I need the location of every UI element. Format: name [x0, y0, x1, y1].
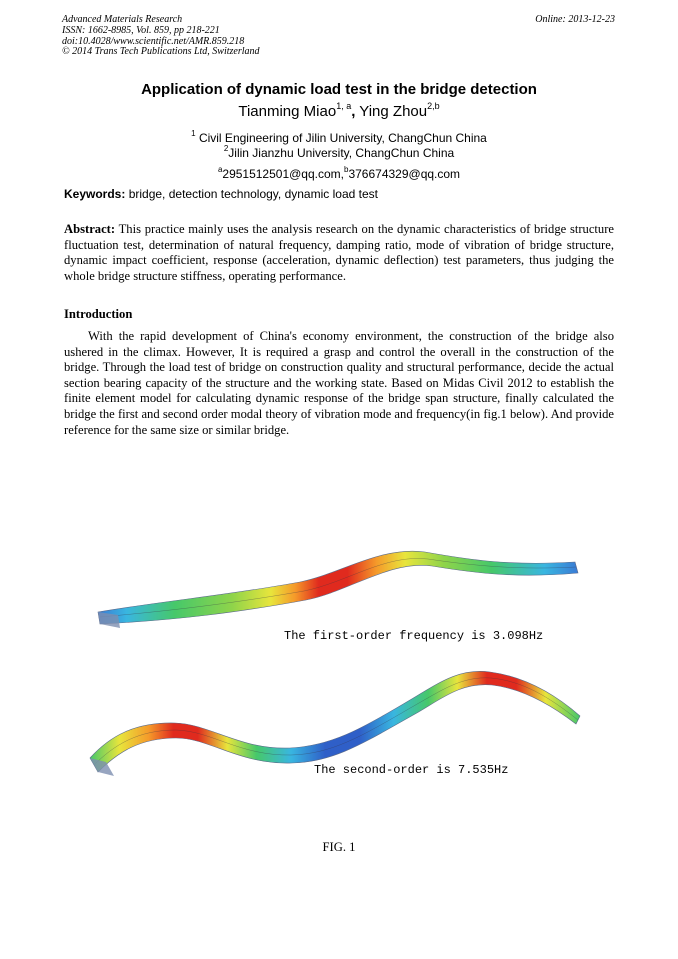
keywords-text: bridge, detection technology, dynamic load test	[128, 187, 378, 201]
first-order-mode-shape	[98, 551, 578, 628]
email-mark: b	[344, 165, 349, 174]
author-separator: ,	[351, 103, 356, 120]
paper-title: Application of dynamic load test in the bridge detection	[141, 81, 537, 98]
copyright-line: © 2014 Trans Tech Publications Ltd, Switzerland	[62, 46, 260, 58]
author-line	[0, 103, 678, 120]
second-order-mode-shape	[90, 671, 580, 776]
abstract	[64, 222, 614, 284]
issn-line: ISSN: 1662-8985, Vol. 859, pp 218-221	[62, 24, 220, 36]
email-address: 376674329@qq.com	[348, 167, 461, 181]
keywords	[64, 187, 378, 201]
journal-name: Advanced Materials Research	[62, 14, 183, 25]
abstract-text: This practice mainly uses the analysis research on the dynamic characteristics of bridge structure fluctuation test, determination of natural frequency, damping ratio, mode of vibration of bridge structure, dynamic impact coefficient, response (acceleration, dynamic deflection) test parameters, thus judging the whole bridge structure stiffness, operating performance.	[64, 222, 615, 283]
intro-paragraph: With the rapid development of China's economy environment, the construction of the bridge also ushered in the climax. However, It is required a grasp and control the overall in the construction of the bridge. Through the load test of bridge on construction quality and structural performance, decide the actual section bearing capacity of the structure and the working state. Based on Midas Civil 2012 to establish the finite element model for calculating dynamic response of the bridge span structure, finally calculated the bridge the first and second order modal theory of vibration mode and frequency(in fig.1 below). And provide reference for the same size or similar bridge.	[64, 329, 614, 437]
email-address: 2951512501@qq.com,	[222, 167, 344, 181]
section-heading: Introduction	[64, 307, 133, 321]
affiliation-mark: 2	[223, 144, 229, 153]
affiliation-text: Civil Engineering of Jilin University, ChangChun China	[198, 131, 487, 145]
affiliation-mark: 1	[191, 129, 196, 138]
affiliation-text: Jilin Jianzhu University, ChangChun China	[228, 146, 455, 160]
abstract-label: Abstract:	[64, 222, 116, 236]
affiliation	[0, 146, 678, 160]
online-date: Online: 2013-12-23	[535, 14, 615, 25]
journal-header	[62, 15, 260, 58]
doi-line: doi:10.4028/www.scientific.net/AMR.859.218	[62, 35, 245, 47]
author-affiliation-mark: 1, a	[336, 101, 352, 111]
first-order-frequency-label: The first-order frequency is 3.098Hz	[284, 629, 544, 643]
author-name: Ying Zhou	[359, 103, 428, 120]
author-emails	[0, 167, 678, 181]
author-name: Tianming Miao	[238, 103, 337, 120]
second-order-frequency-label: The second-order is 7.535Hz	[314, 763, 509, 777]
mode-shape-figure	[80, 540, 600, 780]
email-mark: a	[217, 165, 223, 174]
figure-caption: FIG. 1	[322, 840, 356, 854]
affiliation	[0, 131, 678, 145]
author-affiliation-mark: 2,b	[427, 101, 440, 111]
keywords-label: Keywords:	[64, 187, 126, 201]
